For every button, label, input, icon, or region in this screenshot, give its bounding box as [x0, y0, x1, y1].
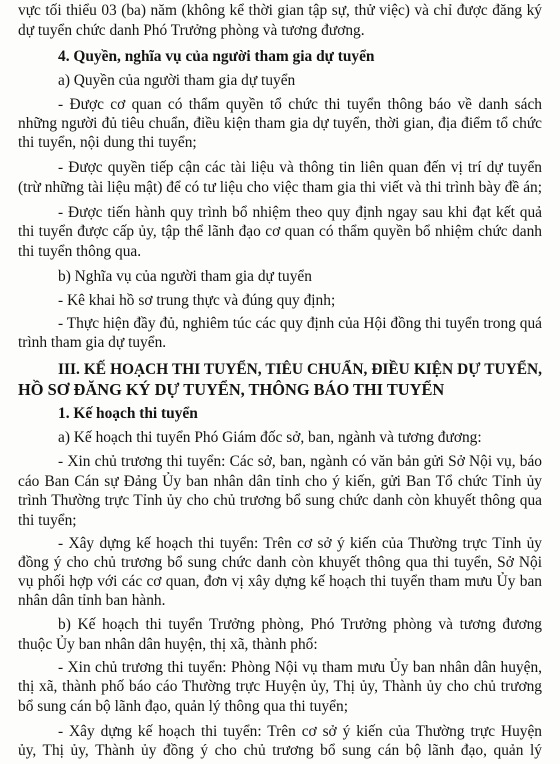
text-line: thi tuyển thông qua. [18, 242, 142, 260]
section-heading: 4. Quyền, nghĩa vụ của người tham gia dự tuyển [58, 48, 375, 66]
subsection-heading: b) Nghĩa vụ của người tham gia dự tuyển [58, 267, 312, 285]
text-line: - Xin chủ trương thi tuyển: Phòng Nội vụ tham mưu Ủy ban nhân dân huyện, [58, 658, 542, 676]
text-line: thi tuyển được cấp ủy, tập thể lãnh đạo cơ quan có thẩm quyền bổ nhiệm chức danh [18, 223, 542, 241]
text-line: bổ sung cán bộ lãnh đạo, quản lý thông qua thi tuyển; [18, 697, 348, 715]
text-line: trình tham gia dự tuyển. [18, 334, 167, 352]
text-line: vụ phối hợp với các cơ quan, đơn vị xây dựng kế hoạch thi tuyển tham mưu Ủy ban [18, 572, 542, 590]
text-line: - Kê khai hồ sơ trung thực và đúng quy định; [58, 291, 336, 309]
text-line: - Thực hiện đầy đủ, nghiêm túc các quy định của Hội đồng thi tuyển trong quá [58, 314, 542, 332]
text-line: cáo Ban Cán sự Đảng Ủy ban nhân dân tỉnh cho ý kiến, gửi Ban Tổ chức Tỉnh ủy [18, 472, 542, 490]
text-line: đồng ý cho chủ trương bổ sung chức danh còn khuyết thông qua thi tuyển, Sở Nội [18, 554, 542, 572]
text-line: - Được cơ quan có thẩm quyền tổ chức thi tuyển thông báo về danh sách [58, 96, 542, 114]
text-line: ủy, Thị ủy, Thành ủy đồng ý cho chủ trương bổ sung cán bộ lãnh đạo, quản lý [18, 742, 542, 759]
chapter-heading: HỒ SƠ ĐĂNG KÝ DỰ TUYỂN, THÔNG BÁO THI TUYỂN [18, 380, 445, 400]
text-line: - Được tiến hành quy trình bổ nhiệm theo quy định ngay sau khi đạt kết quả [58, 203, 542, 221]
text-line: vực tối thiểu 03 (ba) năm (không kể thời gian tập sự, thử việc) và chỉ được đăng ký [18, 2, 542, 19]
chapter-heading: III. KẾ HOẠCH THI TUYỂN, TIÊU CHUẨN, ĐIỀU KIỆN DỰ TUYỂN, [58, 360, 542, 378]
text-line: - Xây dựng kế hoạch thi tuyển: Trên cơ sở ý kiến của Thường trực Tỉnh ủy [58, 534, 542, 552]
text-line: - Xây dựng kế hoạch thi tuyển: Trên cơ sở ý kiến của Thường trực Huyện [58, 722, 542, 740]
text-line: thi tuyển; [18, 511, 77, 529]
text-line: (trừ những tài liệu mật) để có tư liệu cho việc tham gia thi viết và thi trình bày đề án; [18, 178, 542, 196]
subsection-heading: a) Quyền của người tham gia dự tuyển [58, 72, 296, 90]
text-line: - Xin chủ trương thi tuyển: Các sở, ban, ngành có văn bản gửi Sở Nội vụ, báo [58, 453, 542, 471]
subsection-heading: b) Kế hoạch thi tuyển Trưởng phòng, Phó Trưởng phòng và tương đương [58, 616, 542, 634]
text-line: thi tuyển, nội dung thi tuyển; [18, 134, 197, 152]
text-line: nhân dân tỉnh ban hành. [18, 592, 166, 610]
section-heading: 1. Kế hoạch thi tuyển [58, 405, 198, 423]
text-line: dự tuyển chức danh Phó Trưởng phòng và tương đương. [18, 22, 365, 40]
subsection-heading: thuộc Ủy ban nhân dân huyện, thị xã, thành phố: [18, 635, 318, 653]
text-line: trình Thường trực Tỉnh ủy cho chủ trương bổ sung chức danh còn khuyết thông qua [18, 492, 542, 510]
subsection-heading: a) Kế hoạch thi tuyển Phó Giám đốc sở, ban, ngành và tương đương: [58, 429, 482, 447]
text-line: thị xã, thành phố báo cáo Thường trực Huyện ủy, Thị ủy, Thành ủy cho chủ trương [18, 678, 542, 696]
text-line: những người đủ tiêu chuẩn, điều kiện tham gia dự tuyển, thời gian, địa điểm tổ chức [18, 114, 542, 132]
text-line: - Được quyền tiếp cận các tài liệu và thông tin liên quan đến vị trí dự tuyển [58, 159, 542, 177]
